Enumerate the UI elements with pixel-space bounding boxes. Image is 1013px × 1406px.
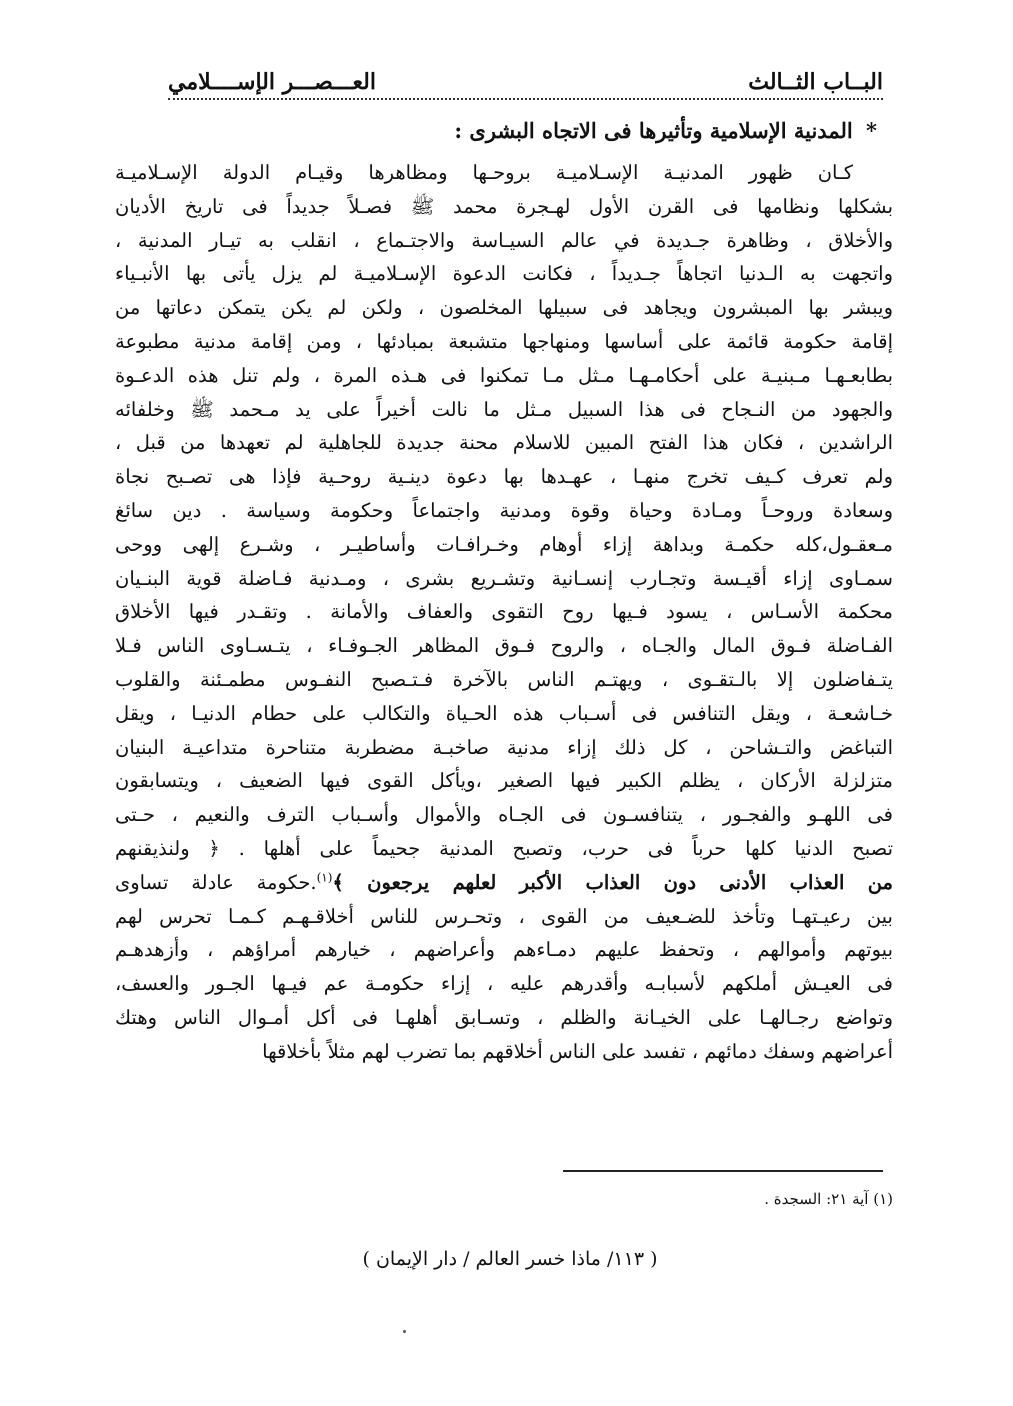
text-line: وتواضع رجـالهـا على الخيـانة والظلم ، وتسـابق أهلهـا فى أكل أمـوال الناس وهتك (115, 1005, 893, 1029)
text-line: بطابعـهـا مـبنيـة على أحكامـهـا مـثل مـا تمكنوا فى هـذه المرة ، ولم تنل هذه الدعـوة (115, 363, 893, 387)
text-line: ويبشر بها المبشرون ويجاهد فى سبيلها المخلصون ، ولكن لم يكن يتمكن دعاتها من (115, 296, 893, 320)
text-line: متزلزلة الأركان ، يظلم الكبير فيها الصغير ،ويأكل القوى فيها الضعيف ، ويتسابقون (115, 769, 893, 793)
text-line-tail: .حكومة عادلة تساوى (115, 870, 317, 894)
text-line: يتـفاضلون إلا بالـتقـوى ، ويهتـم الناس بالآخرة فـتـصبح النفـوس مطمـئنة والقلوب (115, 667, 893, 691)
text-line: والجهود من النـجاح فى هذا السبيل مـثل ما نالت أخيراً على يد مـحمد ﷺ وخلفائه (115, 397, 893, 421)
header-divider (168, 98, 883, 100)
text-line: وسعادة وروحـاً ومـادة وحياة وقوة ومدنية واجتماعاً وحكومة وسياسة . دين سائغ (115, 498, 893, 522)
text-line: الفـاضلة فـوق المال والجـاه ، والروح فـوق المظاهر الجـوفـاء ، يتـسـاوى الناس فـلا (115, 634, 893, 658)
text-line: الراشدين ، فكان هذا الفتح المبين للاسلام محنة جديدة للجاهلية لم تعهدها من قبل ، (115, 431, 893, 455)
text-line: بيوتهم وأموالهم ، وتحفظ عليهم دمـاءهم وأعراضهم ، خيارهم أمراؤهم ، وأزهدهـم (115, 938, 893, 962)
text-line: مـعقـول،كله حكمـة وبداهة إزاء أوهام وخـرافـات وأساطيـر ، وشـرع إلهى ووحى (115, 532, 893, 556)
text-line: إقامة حكومة قائمة على أساسها ومنهاجها متشبعة بمبادئها ، ومن إقامة مدنية مطبوعة (115, 329, 893, 353)
text-line: التباغض والتـشاحن ، كل ذلك إزاء مدنية صاخبـة مضطربة متناحرة متداعيـة البنيان (115, 735, 893, 759)
footnote-reference[interactable]: (١) (316, 870, 333, 885)
text-line: فى اللهـو والفجـور ، يتنافسـون فى الجـاه والأموال وأسـباب الترف والنعيم ، حـتى (115, 803, 893, 827)
body-text (115, 156, 893, 1069)
text-line: بين رعيـتهـا وتأخذ للضـعيف من القوى ، وتحـرس للناس أخلاقـهـم كـمـا تحرس لهم (115, 904, 893, 928)
text-line: واتجهت به الـدنيا اتجاهاً جـديداً ، فكانت الدعوة الإسـلاميـة لم يزل يأتى بها الأنبـياء (115, 262, 893, 286)
page-footer: ( ١١٣/ ماذا خسر العالم / دار الإيمان ) (362, 1248, 658, 1270)
text-line: تصبح الدنيا كلها حرباً فى حرب، وتصبح المدنية جحيماً على أهلها . ﴿ ولنذيقنهم (115, 836, 893, 860)
text-line: ولم تعرف كـيف تخرج منهـا ، عهـدها بها دعوة دينـية روحـية فإذا هى تصـبح نجاة (115, 465, 893, 489)
text-line: والأخلاق ، وظاهرة جـديدة في عالم السيـاسة والاجتـماع ، انقلب به تيـار المدنية ، (115, 228, 893, 252)
footnote: (١) آية ٢١: السجدة . (764, 1190, 893, 1208)
scan-speck (403, 1330, 406, 1333)
section-title (454, 118, 877, 143)
section-title-text: المدنية الإسلامية وتأثيرها فى الاتجاه البشرى : (454, 118, 853, 143)
text-line: بشكلها ونظامها فى القرن الأول لهـجرة محمد ﷺ فصـلاً جديداً فى تاريخ الأديان (115, 194, 893, 218)
era-title: العـــصـــر الإســــلامي (168, 69, 376, 95)
quran-verse: من العذاب الأدنى دون العذاب الأكبر لعلهم يرجعون ﴾ (332, 870, 893, 894)
chapter-title: البــاب الثــالث (748, 69, 883, 95)
footnote-divider (563, 1170, 883, 1172)
text-line: أعراضهم وسفك دمائهم ، تفسد على الناس أخلاقهم بما تضرب لهم مثلاً بأخلاقها (262, 1039, 893, 1063)
running-header (168, 55, 883, 95)
text-line: سمـاوى إزاء أقيـسة وتجـارب إنسـانية وتشـريع بشرى ، ومـدنية فـاضلة قوية البنـيان (115, 566, 893, 590)
text-line: كـان ظهور المدنيـة الإسـلاميـة بروحـها ومظاهرها وقيـام الدولة الإسـلاميـة (115, 161, 853, 184)
text-line-quran (115, 866, 893, 900)
section-marker: * (866, 118, 877, 143)
text-line: فى العيـش أملكهم لأسبابـه وأقدرهم عليه ، إزاء حكومـة عم فيـها الجـور والعسف، (115, 972, 893, 996)
text-line: محكمة الأسـاس ، يسود فـيها روح التقوى والعفاف والأمانة . وتقـدر فيها الأخلاق (115, 600, 893, 624)
text-line: خـاشعـة ، ويقل التنافس فى أسـباب هذه الحـياة والتكالب على حطام الدنيـا ، ويقل (115, 701, 893, 725)
